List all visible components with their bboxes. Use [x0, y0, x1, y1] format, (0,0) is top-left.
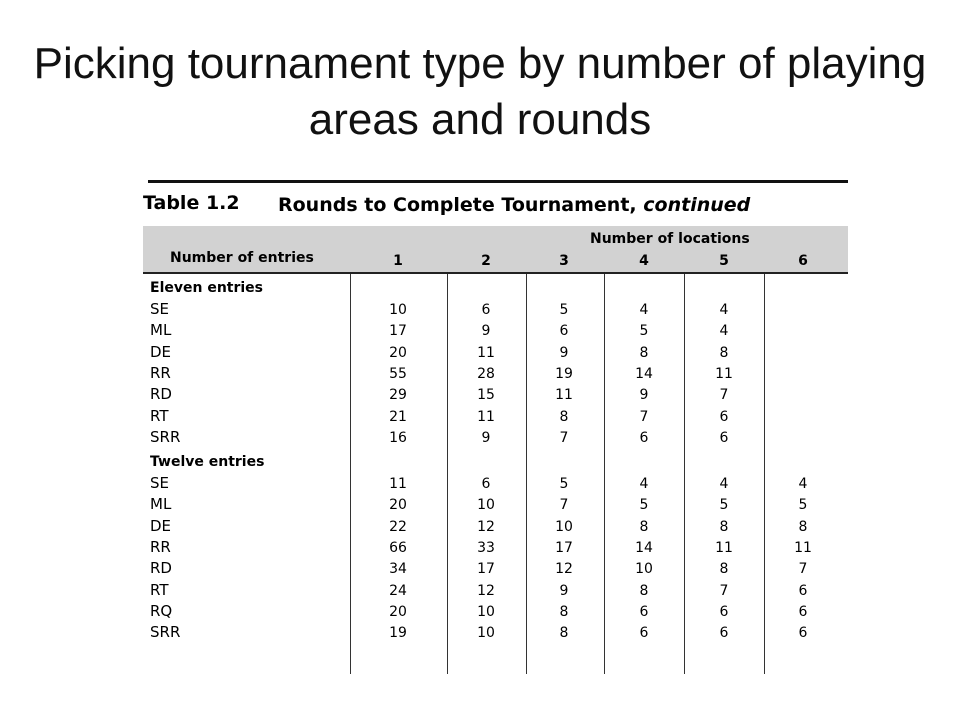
table-cell: 7	[719, 387, 729, 403]
table-cell: 7	[559, 497, 569, 513]
table-caption	[278, 194, 750, 216]
column-header-1: 1	[393, 253, 403, 269]
table-cell: 4	[719, 302, 729, 318]
table-cell: 8	[719, 345, 729, 361]
entries-header: Number of entries	[170, 250, 314, 266]
table-cell: 5	[559, 302, 569, 318]
table-cell: 12	[477, 519, 495, 535]
row-type-label: DE	[150, 517, 172, 535]
table-cell: 11	[555, 387, 573, 403]
column-separator	[447, 274, 448, 674]
table-cell: 10	[555, 519, 573, 535]
table-cell: 16	[389, 430, 407, 446]
table-cell: 5	[559, 476, 569, 492]
table-cell: 7	[719, 583, 729, 599]
table-cell: 6	[481, 476, 491, 492]
table-cell: 6	[719, 430, 729, 446]
table-cell: 10	[477, 497, 495, 513]
table-cell: 5	[639, 497, 649, 513]
column-separator	[526, 274, 527, 674]
table-cell: 11	[794, 540, 812, 556]
table-cell: 7	[559, 430, 569, 446]
table-cell: 8	[559, 604, 569, 620]
table-cell: 6	[719, 409, 729, 425]
table-caption-continued: continued	[643, 194, 751, 216]
table-cell: 34	[389, 561, 407, 577]
table-cell: 7	[798, 561, 808, 577]
column-header-2: 2	[481, 253, 491, 269]
row-type-label: RT	[150, 407, 169, 425]
table-cell: 9	[559, 583, 569, 599]
group-title: Twelve entries	[150, 454, 265, 470]
row-type-label: DE	[150, 343, 172, 361]
row-type-label: RR	[150, 364, 171, 382]
table-cell: 6	[798, 625, 808, 641]
table-cell: 6	[639, 430, 649, 446]
group-title: Eleven entries	[150, 280, 264, 296]
column-header-4: 4	[639, 253, 649, 269]
row-type-label: SRR	[150, 428, 181, 446]
table-cell: 14	[635, 366, 653, 382]
column-header-5: 5	[719, 253, 729, 269]
table-cell: 5	[719, 497, 729, 513]
table-cell: 17	[389, 323, 407, 339]
table-cell: 8	[719, 519, 729, 535]
table-cell: 6	[719, 604, 729, 620]
table-cell: 4	[639, 476, 649, 492]
table-cell: 6	[798, 604, 808, 620]
table-cell: 10	[477, 604, 495, 620]
table-cell: 9	[481, 323, 491, 339]
table-cell: 8	[798, 519, 808, 535]
table-cell: 21	[389, 409, 407, 425]
table-cell: 4	[719, 476, 729, 492]
slide-title: Picking tournament type by number of playing areas and rounds	[33, 39, 927, 142]
row-type-label: RR	[150, 538, 171, 556]
table-cell: 10	[389, 302, 407, 318]
table-cell: 8	[559, 625, 569, 641]
row-type-label: RD	[150, 559, 172, 577]
row-type-label: RT	[150, 581, 169, 599]
table-cell: 9	[639, 387, 649, 403]
table-cell: 10	[635, 561, 653, 577]
row-type-label: RQ	[150, 602, 173, 620]
column-header-3: 3	[559, 253, 569, 269]
table-cell: 55	[389, 366, 407, 382]
table-cell: 20	[389, 604, 407, 620]
table-label: Table 1.2	[143, 192, 240, 214]
table-cell: 9	[481, 430, 491, 446]
table-cell: 6	[639, 625, 649, 641]
table-cell: 20	[389, 345, 407, 361]
table-cell: 28	[477, 366, 495, 382]
row-type-label: ML	[150, 495, 172, 513]
table-cell: 5	[639, 323, 649, 339]
column-separator	[604, 274, 605, 674]
table-cell: 4	[639, 302, 649, 318]
row-type-label: ML	[150, 321, 172, 339]
table-cell: 8	[639, 345, 649, 361]
table-cell: 22	[389, 519, 407, 535]
column-header-6: 6	[798, 253, 808, 269]
table-cell: 15	[477, 387, 495, 403]
table-cell: 5	[798, 497, 808, 513]
table-cell: 12	[477, 583, 495, 599]
row-type-label: SE	[150, 300, 169, 318]
table-cell: 17	[477, 561, 495, 577]
column-separator	[684, 274, 685, 674]
table-cell: 14	[635, 540, 653, 556]
locations-header: Number of locations	[590, 231, 750, 247]
table-cell: 66	[389, 540, 407, 556]
table-cell: 8	[719, 561, 729, 577]
header-rule	[143, 272, 848, 274]
table-cell: 11	[477, 345, 495, 361]
table-cell: 11	[715, 540, 733, 556]
row-type-label: RD	[150, 385, 172, 403]
table-cell: 12	[555, 561, 573, 577]
table-cell: 10	[477, 625, 495, 641]
table-cell: 17	[555, 540, 573, 556]
table-cell: 11	[389, 476, 407, 492]
table-cell: 7	[639, 409, 649, 425]
table-cell: 6	[719, 625, 729, 641]
table-cell: 20	[389, 497, 407, 513]
table-cell: 9	[559, 345, 569, 361]
table-cell: 8	[559, 409, 569, 425]
table-cell: 6	[798, 583, 808, 599]
row-type-label: SE	[150, 474, 169, 492]
table-cell: 4	[798, 476, 808, 492]
table-cell: 11	[715, 366, 733, 382]
column-separator	[350, 274, 351, 674]
table-cell: 4	[719, 323, 729, 339]
table-cell: 6	[639, 604, 649, 620]
table-cell: 24	[389, 583, 407, 599]
table-scan	[140, 168, 848, 674]
table-cell: 8	[639, 583, 649, 599]
table-cell: 6	[481, 302, 491, 318]
column-separator	[764, 274, 765, 674]
top-rule	[148, 180, 848, 183]
table-cell: 29	[389, 387, 407, 403]
table-cell: 6	[559, 323, 569, 339]
table-cell: 11	[477, 409, 495, 425]
table-cell: 19	[389, 625, 407, 641]
table-cell: 19	[555, 366, 573, 382]
table-caption-text: Rounds to Complete Tournament,	[278, 194, 637, 216]
row-type-label: SRR	[150, 623, 181, 641]
table-cell: 33	[477, 540, 495, 556]
table-cell: 8	[639, 519, 649, 535]
